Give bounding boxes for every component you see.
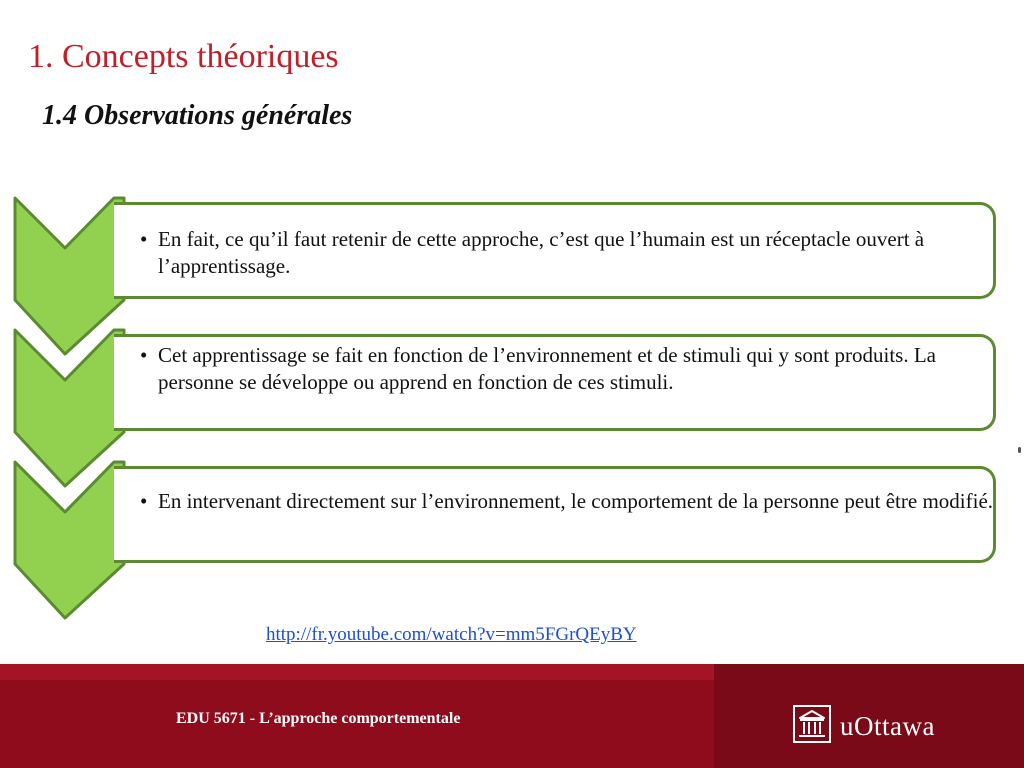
uottawa-logo-text: uOttawa bbox=[840, 711, 935, 741]
item-text-3-content: En intervenant directement sur l’environnement, le comportement de la personne peut être modifié. bbox=[158, 489, 994, 513]
item-text-1-content: En fait, ce qu’il faut retenir de cette approche, c’est que l’humain est un réceptacle ouvert à l’apprentissage. bbox=[158, 227, 925, 278]
stray-dot bbox=[1018, 447, 1021, 453]
chevron-1 bbox=[15, 198, 124, 354]
item-text-2-content: Cet apprentissage se fait en fonction de l’environnement et de stimuli qui y sont produits. La personne se développe ou apprend en fonction de ces stimuli. bbox=[158, 343, 936, 394]
slide-subtitle: 1.4 Observations générales bbox=[42, 100, 353, 131]
item-text-1 bbox=[140, 226, 1004, 280]
course-label: EDU 5671 - L’approche comportementale bbox=[176, 710, 461, 727]
bullet-1: • bbox=[140, 227, 148, 251]
slide-title: 1. Concepts théoriques bbox=[28, 38, 339, 75]
item-text-2 bbox=[140, 342, 1004, 396]
chevron-2 bbox=[15, 330, 124, 486]
item-text-3 bbox=[140, 488, 1004, 515]
bullet-2: • bbox=[140, 343, 148, 367]
youtube-link[interactable]: http://fr.youtube.com/watch?v=mm5FGrQEyBY bbox=[266, 624, 637, 645]
university-building-icon bbox=[792, 704, 832, 744]
chevron-3 bbox=[15, 462, 124, 618]
bullet-3: • bbox=[140, 489, 148, 513]
